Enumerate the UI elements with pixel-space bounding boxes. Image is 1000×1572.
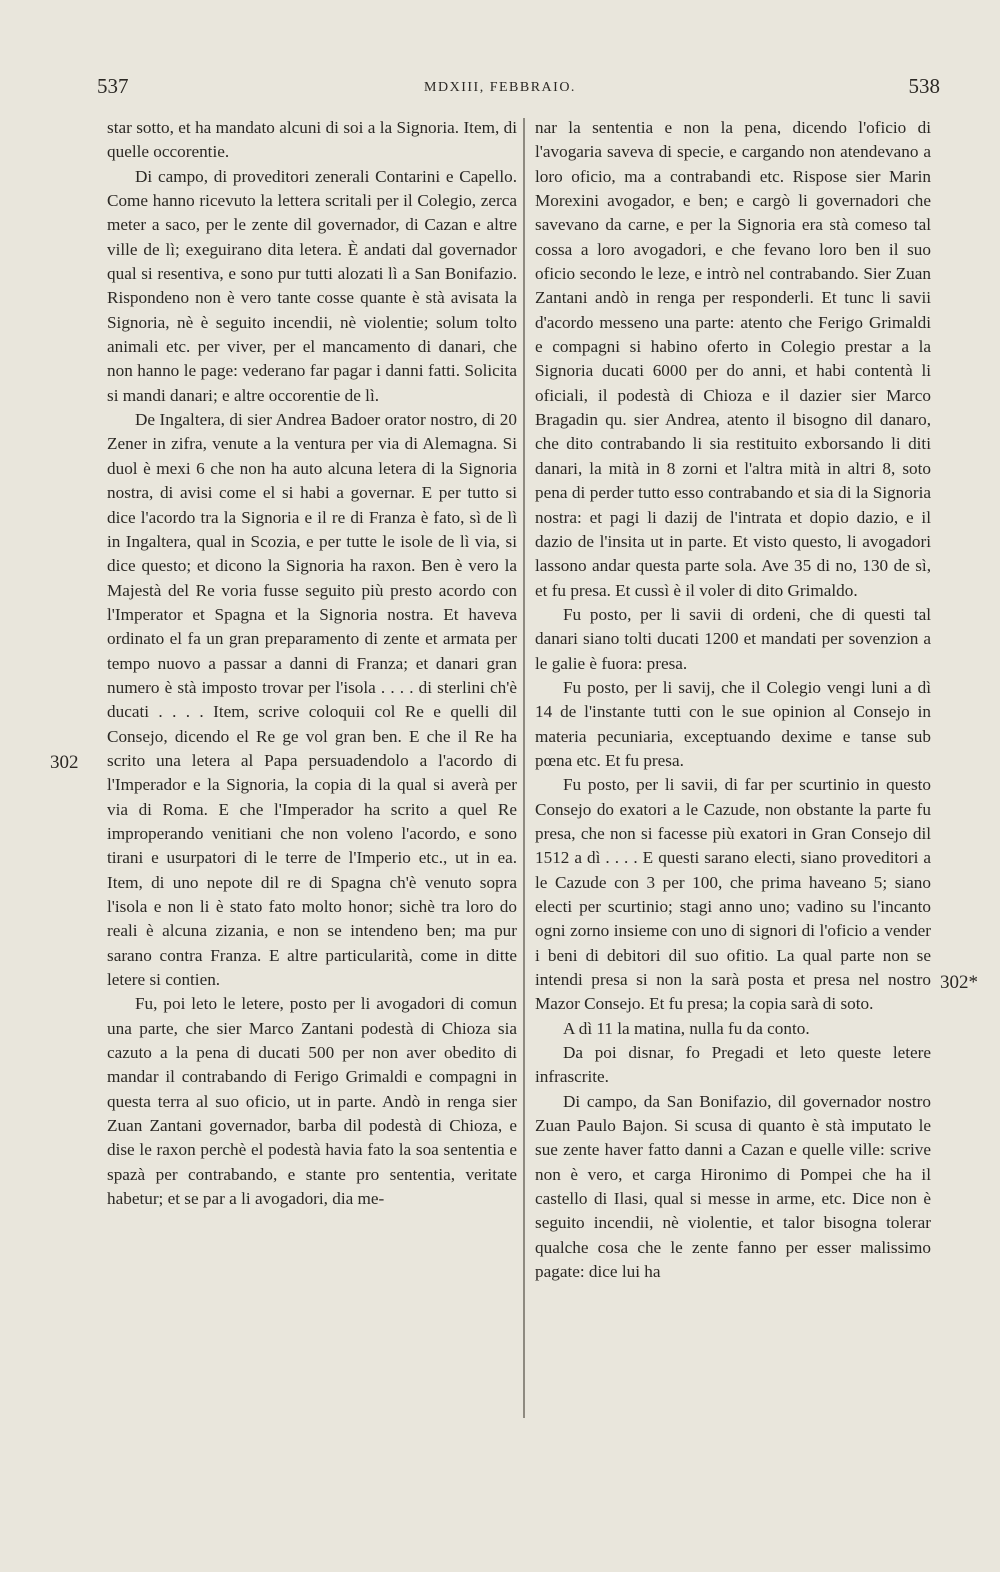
paragraph: Fu, poi leto le letere, posto per li avogadori di comun una parte, che sier Marco Zantani podestà di Chioza sia cazuto a la pena di ducati 500 per non aver obedito di mandar il contrabando di Ferigo Grimaldi e compagni in questa terra al suo oficio, ut in parte. Andò in renga sier Zuan Zantani governador, barba dil podestà di Chioza, e dise le raxon perchè el podestà havia fato la soa sententia e spazà per contrabando, e stante pro sententia, veritate habetur; et se par a li avogadori, dia me- xyxy=(107,994,517,1209)
margin-number-left: 302 xyxy=(50,752,79,773)
paragraph: Da poi disnar, fo Pregadi et leto queste letere infrascrite. xyxy=(535,1043,931,1087)
left-column xyxy=(107,116,517,1211)
paragraph: A dì 11 la matina, nulla fu da conto. xyxy=(563,1018,810,1038)
paragraph: nar la sententia e non la pena, dicendo l'oficio di l'avogaria saveva di specie, e cargando non atendevano a loro oficio, ma a contrabandi etc. Rispose sier Marin Morexini avogador, e ben; e cargò li governadori che savevano da carne, e per la Signoria era stà comeso tal cossa a loro avogadori, e che fevano loro ben il suo oficio secondo le leze, e intrò nel contrabando. Sier Zuan Zantani andò in renga per responderli. Et tunc li savii d'acordo messeno una parte: atento che Ferigo Grimaldi e compagni si habino oferto in Colegio prestar a la Signoria ducati 6000 per do anni, et habi contentà li oficiali, il podestà di Chioza e il dazier sier Marco Bragadin qu. sier Andrea, atento il bisogno dil danaro, che dito contrabando li sia restituito exborsando li diti danari, la mità in 8 zorni et l'altra mità in altri 8, soto pena di perder tutto esso contrabando et sia di la Signoria nostra: et pagi li dazij de l'intrata et dopio dazio, e il dazio de l'insita ut in parte. Et visto questo, li avogadori lassono andar questa parte sola. Ave 35 di no, 130 de sì, et fu presa. Et cussì è il voler di dito Grimaldo. xyxy=(535,118,931,600)
column-divider xyxy=(523,118,525,1418)
right-column xyxy=(535,116,931,1285)
paragraph: Di campo, da San Bonifazio, dil governador nostro Zuan Paulo Bajon. Si scusa di quanto è stà imputato le sue zente haver fatto danni a Cazan e quelle ville: scrive non è vero, et carga Hironimo di Pompei che ha il castello di Ilasi, qual si messe in arme, etc. Dice non è seguito incendii, nè violentie, et talor bisogna tolerar qualche cosa che le zente fanno per esser malissimo pagate: dice lui ha xyxy=(535,1091,931,1282)
paragraph: Fu posto, per li savij, che il Colegio vengi luni a dì 14 de l'instante tutti con le sue opinion al Consejo in materia pecuniaria, exceptuando dexime e tanse sub pœna etc. Et fu presa. xyxy=(535,677,931,770)
paragraph: Di campo, di proveditori zenerali Contarini e Capello. Come hanno ricevuto la lettera scritali per il Colegio, zerca meter a saco, per le zente dil governador, di Cazan e altre ville de lì; exeguirano dita letera. È andati dal governador qual si resentiva, e sono pur tutti alozati lì a San Bonifazio. Rispondeno non è vero tante cosse quante è stà avisata la Signoria, nè è seguito incendii, nè violentie; solum tolto animali etc. per viver, per el mancamento di danari, che non hanno le page: vederano far pagar i danni fatti. Solicita si mandi danari; e altre occorentie de lì. xyxy=(107,166,517,405)
paragraph: De Ingaltera, di sier Andrea Badoer orator nostro, di 20 Zener in zifra, venute a la ventura per via di Alemagna. Si duol è mexi 6 che non ha auto alcuna letera di la Signoria nostra, di avisi come el si habi a governar. E per tutto si dice l'acordo tra la Signoria e il re di Franza è fato, sì de lì in Ingaltera, qual in Scozia, e per tutte le isole de lì via, si dice questo; et dicono la Signoria ha raxon. Ben è vero la Majestà del Re voria fusse seguito più presto acordo con l'Imperator et Spagna et la Signoria nostra. Et haveva ordinato el fa un gran preparamento di zente et armata per tempo nuovo a passar a danni di Franza; et danari gran numero è stà imposto trovar per l'isola . . . . di sterlini ch'è ducati . . . . Item, scrive coloquii col Re e quelli dil Consejo, dicendo el Re ge vol gran ben. E che il Re ha scrito una letera al Papa persuadendolo a l'acordo di l'Imperador e la Signoria, la copia di la qual si averà per via di Roma. E che l'Imperador ha scrito a quel Re improperando venitiani che non voleno l'acordo, e sono tirani e usurpatori di le terre de l'Imperio etc., ut in ea. Item, di uno nepote dil re di Spagna ch'è venuto sopra l'isola e non li è stato fato molto honor; sichè tra loro do reali è alcuna zizania, e non se intendeno ben; ma pur sarano contra Franza. E altre particularità, come in ditte letere si contien. xyxy=(107,410,517,990)
margin-number-right: 302* xyxy=(940,972,978,993)
running-title: MDXIII, FEBBRAIO. xyxy=(424,80,576,95)
paragraph: Fu posto, per li savii, di far per scurtinio in questo Consejo do exatori a le Cazude, non obstante la parte fu presa, che non si facesse più exatori in Gran Consejo dil 1512 a dì . . . . E questi sarano electi, siano proveditori a le Cazude con 3 per 100, che prima haveano 5; siano electi per scurtinio; stagi anno uno; vadino su l'incanto ogni zorno insieme con uno di signori di l'oficio a vender i beni di debitori dil suo ofitio. La qual parte non se intendi presa si non la sarà posta et presa nel nostro Mazor Consejo. Et fu presa; la copia sarà di soto. xyxy=(535,775,931,1014)
page-number-left: 537 xyxy=(97,74,129,98)
page-number-right: 538 xyxy=(908,74,940,98)
paragraph: star sotto, et ha mandato alcuni di soi a la Signoria. Item, di quelle occorentie. xyxy=(107,118,517,162)
paragraph: Fu posto, per li savii di ordeni, che di questi tal danari siano tolti ducati 1200 et mandati per sovenzion a le galie è fuora: presa. xyxy=(535,604,931,673)
